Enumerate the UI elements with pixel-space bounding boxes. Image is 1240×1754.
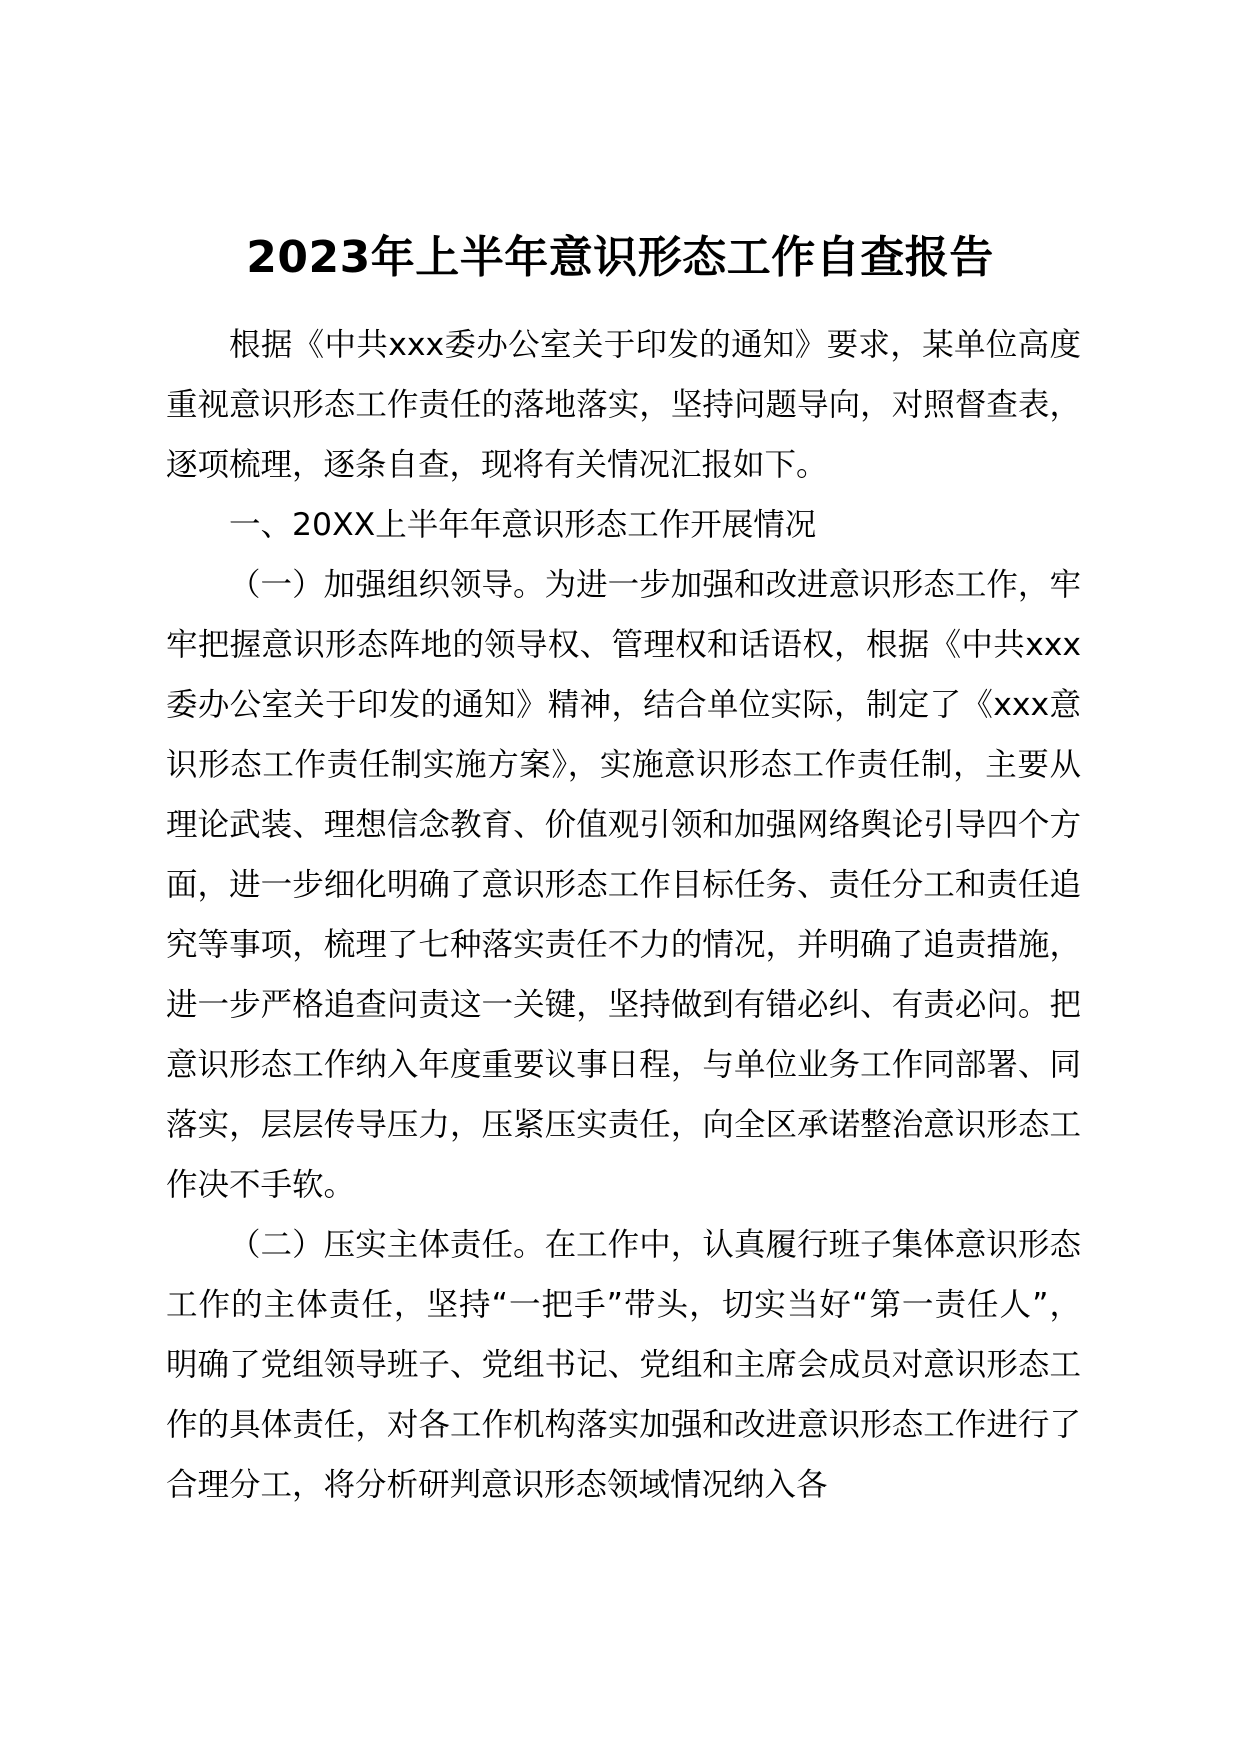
section-heading-1: 一、20XX上半年年意识形态工作开展情况 <box>229 507 817 543</box>
paragraph-main-responsibility: （二）压实主体责任。在工作中，认真履行班子集体意识形态工作的主体责任，坚持“一把手”带头，切实当好“第一责任人”，明确了党组领导班子、党组书记、党组和主席会成员对意识形态工作的具体责任，对各工作机构落实加强和改进意识形态工作进行了合理分工，将分析研判意识形态领域情况纳入各 <box>166 1227 1081 1503</box>
document-body <box>166 315 1081 1515</box>
paragraph-organization-leadership: （一）加强组织领导。为进一步加强和改进意识形态工作，牢牢把握意识形态阵地的领导权、管理权和话语权，根据《中共xxx委办公室关于印发的通知》精神，结合单位实际，制定了《xxx意识形态工作责任制实施方案》，实施意识形态工作责任制，主要从理论武装、理想信念教育、价值观引领和加强网络舆论引导四个方面，进一步细化明确了意识形态工作目标任务、责任分工和责任追究等事项，梳理了七种落实责任不力的情况，并明确了追责措施，进一步严格追查问责这一关键，坚持做到有错必纠、有责必问。把意识形态工作纳入年度重要议事日程，与单位业务工作同部署、同落实，层层传导压力，压紧压实责任，向全区承诺整治意识形态工作决不手软。 <box>166 567 1081 1203</box>
document-title: 2023年上半年意识形态工作自查报告 <box>246 232 994 283</box>
paragraph-intro: 根据《中共xxx委办公室关于印发的通知》要求，某单位高度重视意识形态工作责任的落地落实，坚持问题导向，对照督查表，逐项梳理，逐条自查，现将有关情况汇报如下。 <box>166 327 1081 483</box>
